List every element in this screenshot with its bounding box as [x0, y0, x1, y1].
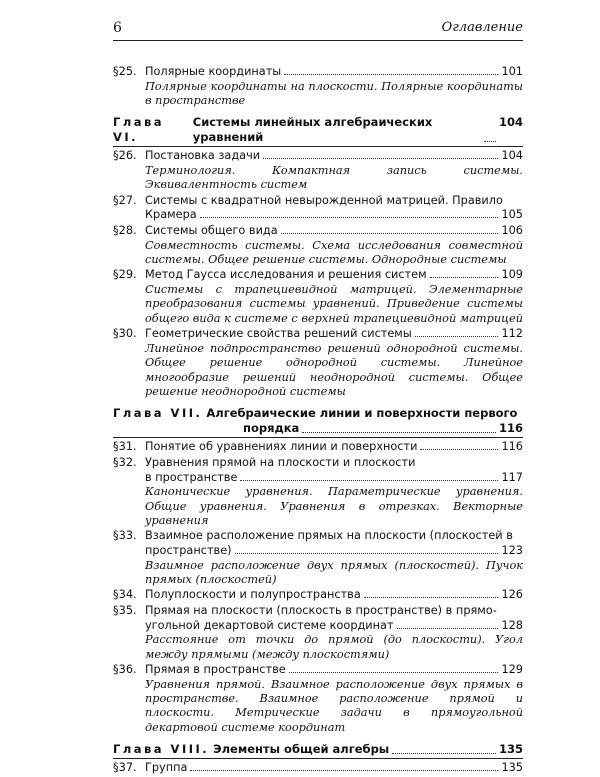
section-number: §29.: [113, 268, 137, 282]
toc-section: [113, 604, 523, 662]
section-line: [113, 65, 523, 80]
section-page: 128: [501, 618, 523, 632]
section-page: 106: [501, 224, 523, 237]
chapter-sections: [113, 437, 523, 735]
section-line: [113, 588, 523, 603]
section-line: [113, 529, 523, 544]
toc-section: [113, 440, 523, 455]
chapter-block: [113, 115, 523, 399]
chapter-sections: [113, 758, 523, 776]
toc-section: [113, 149, 523, 192]
dot-leader: [484, 115, 496, 142]
section-subtopics: Совместность системы. Схема исследования совместной системы. Общее решение системы. Однородные системы: [145, 238, 523, 266]
section-line: [113, 440, 523, 455]
section-title: Постановка задачи: [145, 149, 261, 163]
section-line: [113, 761, 523, 776]
dot-leader: [284, 74, 498, 75]
chapter-title: Алгебраические линии и поверхности первого: [206, 406, 518, 421]
chapter-block: [113, 742, 523, 776]
section-number: §25.: [113, 65, 137, 78]
section-page: 126: [501, 588, 523, 602]
section-number: §32.: [113, 456, 137, 470]
dot-leader: [190, 770, 498, 771]
section-line: [113, 208, 523, 223]
chapter-title: Системы линейных алгебраических уравнений: [192, 115, 433, 145]
section-subtopics: Расстояние от точки до прямой (до плоскости). Угол между прямыми (между плоскостями): [145, 633, 523, 661]
chapter-heading-line: [113, 421, 523, 436]
chapter-label: Глава VII.: [113, 406, 203, 421]
section-subtopics: Системы с трапециевидной матрицей. Элементарные преобразования системы уравнений. Приведение системы общего вида к системе с верхней трапециевидной матрицей: [145, 283, 523, 325]
section-title: Взаимное расположение прямых на плоскости (плоскостей в: [145, 529, 513, 543]
section-title-block: [113, 529, 523, 558]
toc-section: [113, 761, 523, 776]
section-title-block: [113, 663, 523, 678]
dot-leader: [240, 480, 498, 481]
section-line: [113, 268, 523, 283]
chapter-block: [113, 63, 523, 108]
section-title: Метод Гаусса исследования и решения систем: [145, 268, 427, 282]
dot-leader: [302, 421, 496, 433]
section-title: Геометрические свойства решений системы: [145, 327, 412, 341]
toc-section: [113, 327, 523, 399]
section-title-block: [113, 604, 523, 633]
chapter-label: Глава VIII.: [113, 742, 210, 757]
section-number: §27.: [113, 193, 137, 207]
section-line: [113, 224, 523, 239]
section-title-block: [113, 440, 523, 455]
chapter-title-cont: порядка: [243, 421, 300, 436]
section-subtopics: Взаимное расположение двух прямых (плоскостей). Пучок прямых (плоскостей): [145, 558, 523, 587]
section-number: §35.: [113, 604, 137, 618]
section-title: Понятие об уравнениях линии и поверхности: [145, 440, 418, 454]
dot-leader: [397, 628, 499, 629]
section-title-block: [113, 65, 523, 80]
section-title-block: [113, 456, 523, 485]
chapter-heading: [113, 115, 523, 145]
section-title-block: [113, 268, 523, 283]
dot-leader: [415, 336, 499, 337]
section-line: [113, 456, 523, 471]
section-subtopics: Уравнения прямой. Взаимное расположение двух прямых в пространстве. Взаимное расположение прямой и плоскости. Метрические задачи в прямоугольной декартовой системе координат: [145, 677, 523, 734]
toc-section: [113, 194, 523, 223]
section-number: §37.: [113, 761, 137, 775]
section-page: 105: [501, 208, 523, 222]
chapter-heading: [113, 406, 523, 436]
chapter-sections: [113, 146, 523, 399]
section-title: Полуплоскости и полупространства: [145, 588, 361, 602]
section-title: Системы общего вида: [145, 224, 278, 237]
section-line: [113, 327, 523, 342]
section-title-cont: Крамера: [145, 208, 197, 222]
section-title-block: [113, 194, 523, 223]
section-title: Прямая в пространстве: [145, 663, 286, 677]
dot-leader: [281, 233, 499, 234]
section-title-block: [113, 761, 523, 776]
section-line: [113, 149, 523, 164]
section-number: §34.: [113, 588, 137, 602]
section-title: Группа: [145, 761, 188, 775]
chapter-sections: [113, 63, 523, 108]
chapter-page: 104: [498, 115, 523, 130]
section-page: 116: [501, 440, 523, 454]
toc-section: [113, 456, 523, 528]
chapter-title: Элементы общей алгебры: [213, 742, 390, 757]
page-header: [113, 20, 523, 41]
section-number: §26.: [113, 149, 137, 163]
section-page: 135: [501, 761, 523, 775]
section-number: §28.: [113, 224, 137, 237]
section-title-block: [113, 327, 523, 342]
dot-leader: [200, 217, 499, 218]
toc-section: [113, 588, 523, 603]
chapter-page: 135: [498, 742, 523, 757]
dot-leader: [420, 449, 498, 450]
section-title-cont: угольной декартовой системе координат: [145, 618, 394, 632]
section-subtopics: Канонические уравнения. Параметрические уравнения. Общие уравнения. Уравнения в отрезках. Векторные уравнения: [145, 485, 523, 528]
dot-leader: [263, 158, 498, 159]
chapter-label: Глава VI.: [113, 115, 165, 145]
dot-leader: [364, 597, 499, 598]
section-subtopics: Полярные координаты на плоскости. Полярные координаты в пространстве: [145, 79, 523, 107]
table-of-contents: [113, 62, 523, 777]
section-title-block: [113, 588, 523, 603]
chapter-heading-line: [113, 115, 523, 145]
section-title-block: [113, 224, 523, 239]
toc-section: [113, 268, 523, 326]
section-line: [113, 619, 523, 634]
page-number: 6: [113, 20, 122, 36]
chapter-block: [113, 406, 523, 735]
toc-section: [113, 224, 523, 267]
chapter-heading-line: [113, 406, 523, 421]
section-page: 129: [501, 663, 523, 677]
dot-leader: [289, 672, 499, 673]
section-page: 117: [501, 470, 523, 484]
section-line: [113, 604, 523, 619]
section-subtopics: Линейное подпространство решений однородной системы. Общее решение однородной системы. Линейное многообразие решений неоднородной системы. Общее решение неоднородной системы: [145, 341, 523, 399]
section-page: 101: [501, 65, 523, 78]
section-subtopics: Терминология. Компактная запись системы. Эквивалентность систем: [145, 164, 523, 192]
section-title-block: [113, 149, 523, 164]
section-title: Системы с квадратной невырожденной матрицей. Правило: [145, 193, 503, 207]
section-line: [113, 544, 523, 559]
toc-section: [113, 663, 523, 735]
running-title: Оглавление: [441, 20, 523, 35]
section-page: 104: [501, 149, 523, 163]
section-line: [113, 194, 523, 209]
section-page: 123: [501, 544, 523, 558]
toc-section: [113, 529, 523, 587]
dot-leader: [392, 742, 496, 754]
section-title-cont: в пространстве: [145, 470, 238, 484]
toc-section: [113, 65, 523, 108]
section-number: §30.: [113, 327, 137, 341]
chapter-page: 116: [498, 421, 523, 436]
section-line: [113, 663, 523, 678]
section-number: §36.: [113, 663, 137, 677]
section-line: [113, 471, 523, 486]
section-title: Уравнения прямой на плоскости и плоскости: [145, 456, 416, 470]
section-number: §31.: [113, 440, 137, 454]
section-page: 112: [501, 327, 523, 341]
section-page: 109: [501, 268, 523, 282]
section-number: §33.: [113, 529, 137, 543]
section-title: Прямая на плоскости (плоскость в пространстве) в прямо-: [145, 604, 497, 618]
dot-leader: [235, 553, 499, 554]
dot-leader: [430, 277, 499, 278]
section-title: Полярные координаты: [145, 65, 282, 78]
section-title-cont: пространстве): [145, 544, 232, 558]
